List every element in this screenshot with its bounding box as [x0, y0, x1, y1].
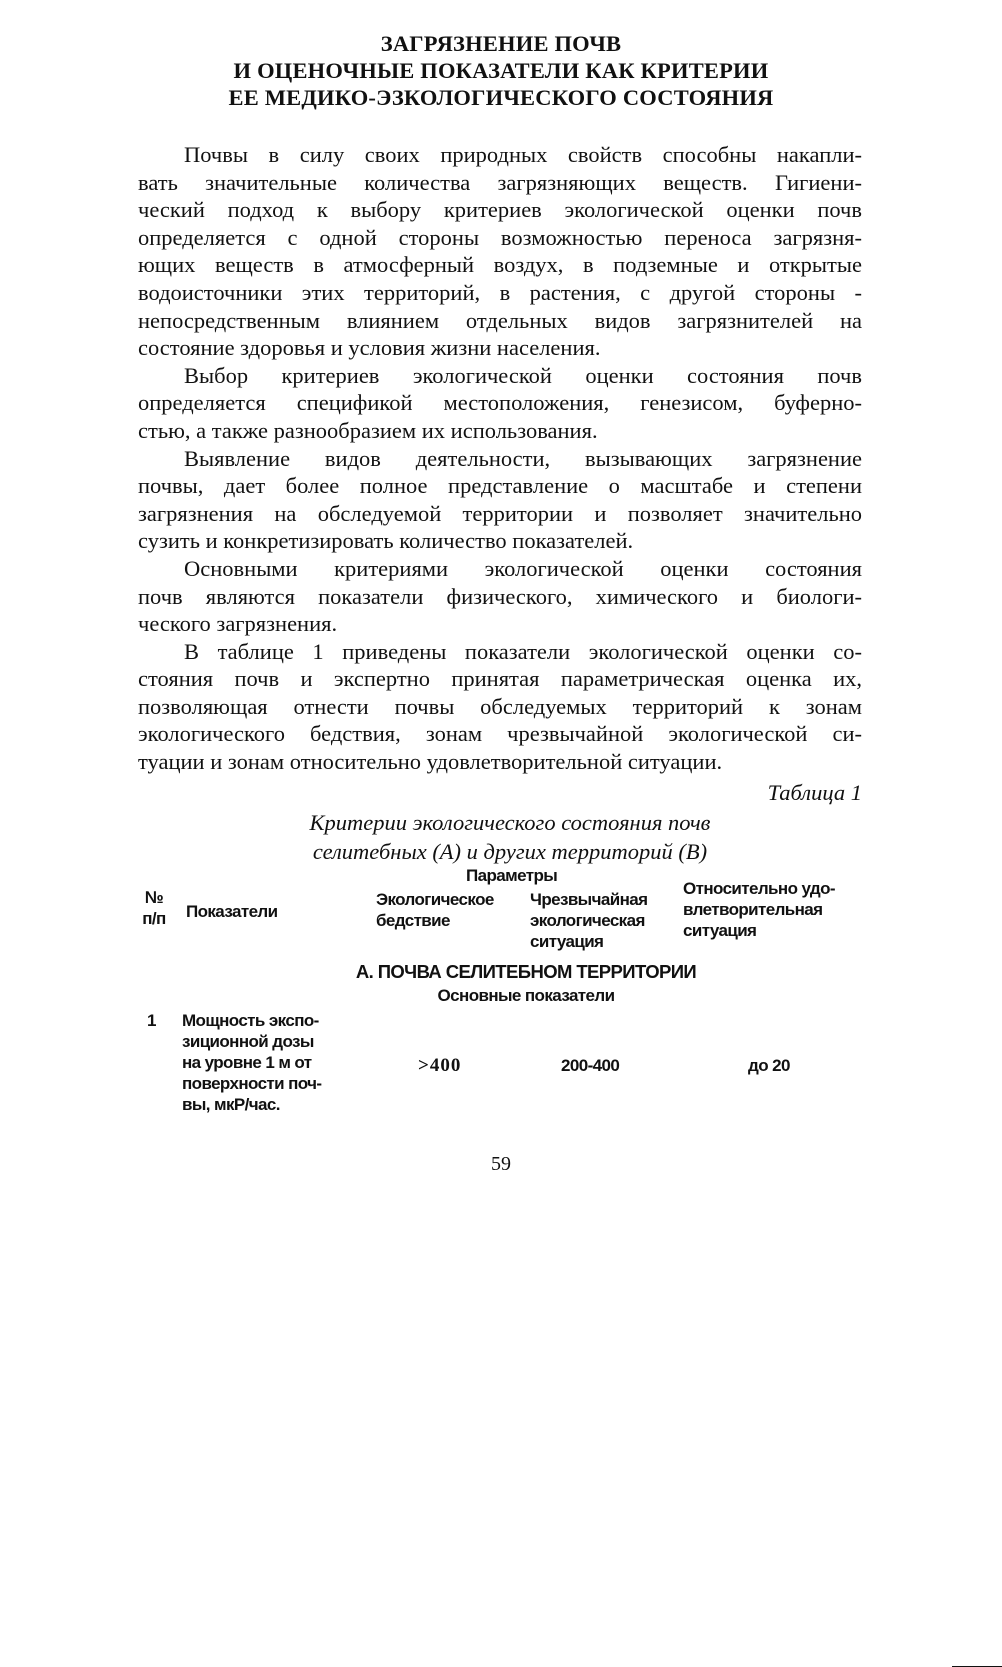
header-line: Экологическое: [376, 890, 494, 909]
text-line: загрязнения на обследуемой территории и позволяет значительно: [138, 500, 862, 526]
text-line: сузить и конкретизировать количество показателей.: [138, 528, 634, 554]
indicator-line: поверхности поч-: [182, 1074, 322, 1093]
text-line: Выявление видов деятельности, вызывающих загрязнение: [184, 445, 862, 471]
document-title: [120, 30, 882, 111]
text-line: позволяющая отнести почвы обследуемых территорий к зонам: [138, 693, 862, 719]
paragraph: [138, 445, 862, 555]
header-indicators: Показатели: [186, 902, 278, 921]
caption-line: селитебных (А) и других территорий (В): [312, 839, 708, 864]
indicator-line: зиционной дозы: [182, 1032, 314, 1051]
text-line: ющих веществ в атмосферный воздух, в подземные и открытые: [138, 252, 862, 278]
paragraph: [138, 362, 862, 445]
header-line: Относительно удо-: [683, 879, 835, 898]
page-number: 59: [491, 1153, 511, 1175]
text-line: ческого загрязнения.: [138, 611, 338, 637]
text-line: водоисточники этих территорий, в растения, с другой стороны -: [138, 279, 862, 305]
text-line: Почвы в силу своих природных свойств способны накапли-: [184, 142, 862, 167]
row-indicator: [182, 1010, 322, 1115]
text-line: Основными критериями экологической оценки состояния: [184, 555, 862, 581]
header-line: ситуация: [683, 921, 757, 940]
row-value-disaster: >400: [418, 1055, 462, 1076]
header-num-symbol: №: [144, 888, 164, 907]
text-line: определяется спецификой местоположения, генезисом, буферно-: [138, 390, 862, 416]
text-line: В таблице 1 приведены показатели экологической оценки со-: [184, 638, 862, 664]
text-line: почвы, дает более полное представление о масштабе и степени: [138, 473, 862, 499]
row-num: 1: [147, 1011, 156, 1030]
text-line: экологического бедствия, зонам чрезвычайной экологической си-: [138, 721, 862, 747]
paragraph: [138, 141, 862, 362]
section-title: А. ПОЧВА СЕЛИТЕБНОМ ТЕРРИТОРИИ: [355, 961, 697, 982]
text-line: Выбор критериев экологической оценки состояния почв: [184, 362, 862, 388]
text-line: туации и зонам относительно удовлетворительной ситуации.: [138, 749, 723, 775]
title-line: ЗАГРЯЗНЕНИЕ ПОЧВ: [380, 31, 622, 56]
header-num-abbr: п/п: [142, 909, 166, 928]
table-label: Таблица 1: [767, 780, 862, 805]
header-line: экологическая: [530, 911, 645, 930]
text-line: непосредственным влиянием отдельных видов загрязнителей на: [138, 307, 862, 333]
row-value-emergency: 200-400: [561, 1056, 620, 1075]
header-line: бедствие: [376, 911, 450, 930]
indicator-line: вы, мкР/час.: [182, 1095, 280, 1114]
title-line: ЕЕ МЕДИКО-ЭЗКОЛОГИЧЕСКОГО СОСТОЯНИЯ: [228, 85, 774, 110]
header-col-satisfactory: [683, 878, 835, 941]
text-line: ческий подход к выбору критериев экологической оценки почв: [138, 197, 862, 223]
paragraph: [138, 555, 862, 638]
table-caption: [230, 808, 790, 866]
header-col-emergency: [530, 889, 647, 952]
indicator-line: на уровне 1 м от: [182, 1053, 312, 1072]
row-value-satisfactory: до 20: [748, 1056, 790, 1075]
header-line: Чрезвычайная: [530, 890, 648, 909]
text-line: стояния почв и экспертно принятая параметрическая оценка их,: [138, 666, 862, 692]
text-line: стью, а также разнообразием их использования.: [138, 417, 598, 443]
header-num: [138, 887, 170, 929]
header-parameters: Параметры: [466, 866, 558, 885]
text-line: состояние здоровья и условия жизни населения.: [138, 335, 601, 361]
indicator-line: Мощность экспо-: [182, 1011, 319, 1030]
header-line: ситуация: [530, 932, 604, 951]
header-col-disaster: [376, 889, 494, 931]
caption-line: Критерии экологического состояния почв: [309, 810, 711, 835]
paragraph: [138, 638, 862, 776]
body-text: [138, 141, 862, 776]
text-line: определяется с одной стороны возможностью переноса загрязня-: [138, 224, 862, 250]
text-line: вать значительные количества загрязняющих веществ. Гигиени-: [138, 169, 862, 195]
subsection-title: Основные показатели: [437, 986, 615, 1005]
header-line: влетворительная: [683, 900, 823, 919]
title-line: И ОЦЕНОЧНЫЕ ПОКАЗАТЕЛИ КАК КРИТЕРИИ: [233, 58, 769, 83]
text-line: почв являются показатели физического, химического и биологи-: [138, 583, 862, 609]
